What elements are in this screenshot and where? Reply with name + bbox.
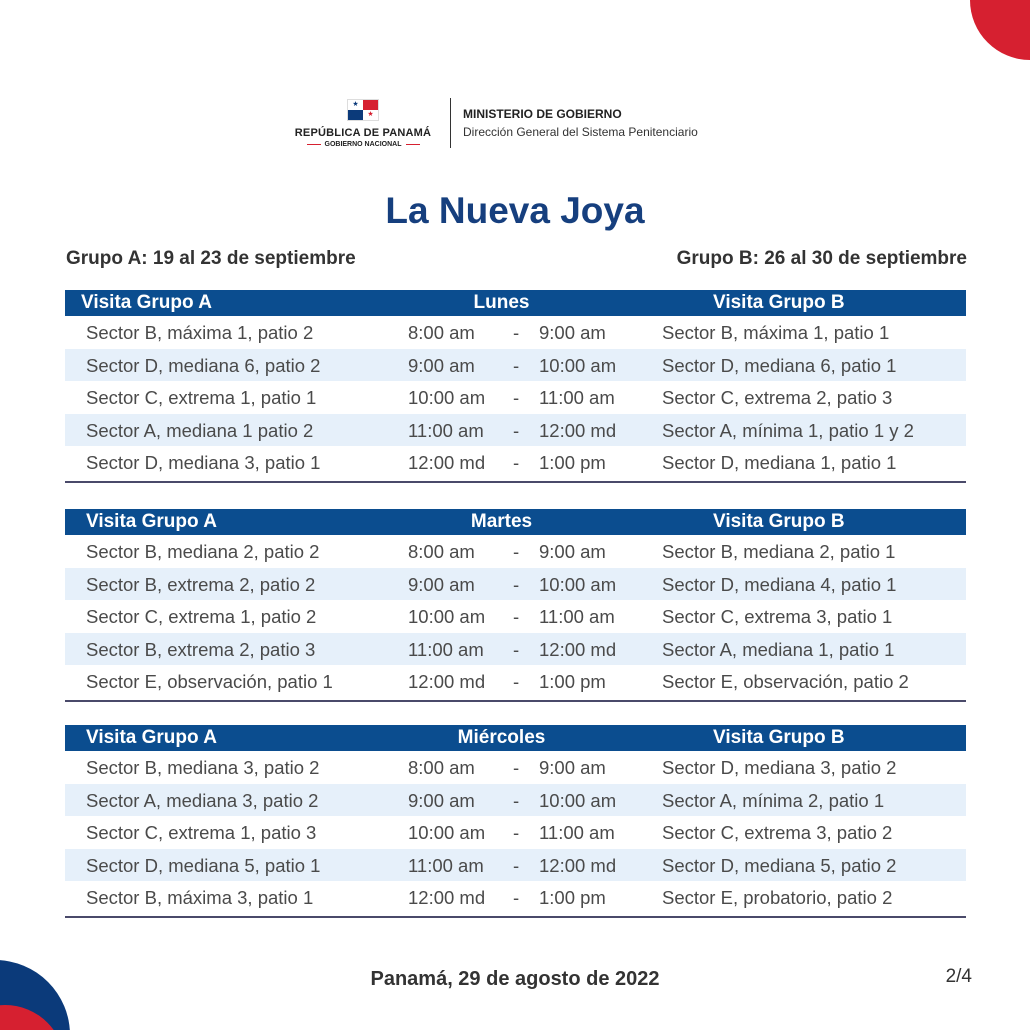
ministry-subtitle: Dirección General del Sistema Penitenciario <box>463 125 698 139</box>
corner-decoration-bottom-left <box>0 955 75 1030</box>
header-day: Miércoles <box>457 727 546 748</box>
time-from: 12:00 md <box>408 452 486 474</box>
time-to: 1:00 pm <box>539 452 606 474</box>
table-row <box>65 816 966 849</box>
grupo-a-dates: Grupo A: 19 al 23 de septiembre <box>66 248 356 269</box>
table-header <box>65 725 966 751</box>
grupo-b-sector: Sector A, mediana 1, patio 1 <box>662 638 895 660</box>
time-from: 11:00 am <box>408 638 484 660</box>
header-grupo-b: Visita Grupo B <box>713 511 845 532</box>
time-from: 9:00 am <box>408 789 475 811</box>
header-grupo-a: Visita Grupo A <box>81 292 212 313</box>
table-row <box>65 316 966 349</box>
government-logo <box>288 99 438 148</box>
grupo-a-sector: Sector C, extrema 1, patio 1 <box>86 387 317 409</box>
grupo-a-sector: Sector C, extrema 1, patio 2 <box>86 606 317 628</box>
grupo-a-sector: Sector B, extrema 2, patio 3 <box>86 638 316 660</box>
time-to: 10:00 am <box>539 354 617 376</box>
grupo-b-sector: Sector C, extrema 3, patio 2 <box>662 822 893 844</box>
time-to: 12:00 md <box>539 419 617 441</box>
grupo-b-sector: Sector E, probatorio, patio 2 <box>662 887 893 909</box>
table-row <box>65 568 966 601</box>
grupo-b-sector: Sector C, extrema 2, patio 3 <box>662 387 893 409</box>
schedule-table <box>65 290 966 483</box>
time-from: 10:00 am <box>408 387 486 409</box>
grupo-a-sector: Sector C, extrema 1, patio 3 <box>86 822 317 844</box>
table-row <box>65 849 966 882</box>
time-from: 8:00 am <box>408 322 475 343</box>
table-row <box>65 881 966 914</box>
time-dash: - <box>513 541 520 562</box>
grupo-a-sector: Sector B, máxima 3, patio 1 <box>86 887 314 909</box>
time-to: 1:00 pm <box>539 887 606 909</box>
grupo-a-sector: Sector D, mediana 3, patio 1 <box>86 452 321 474</box>
table-header <box>65 290 966 316</box>
time-dash: - <box>513 354 520 376</box>
time-from: 12:00 md <box>408 671 486 693</box>
time-dash: - <box>513 387 520 409</box>
grupo-a-sector: Sector A, mediana 1 patio 2 <box>86 419 314 441</box>
time-to: 12:00 md <box>539 638 617 660</box>
table-row <box>65 535 966 568</box>
time-from: 8:00 am <box>408 757 475 778</box>
grupo-b-sector: Sector A, mínima 2, patio 1 <box>662 789 885 811</box>
grupo-a-sector: Sector A, mediana 3, patio 2 <box>86 789 319 811</box>
time-to: 11:00 am <box>539 387 615 409</box>
grupo-a-sector: Sector D, mediana 6, patio 2 <box>86 354 321 376</box>
table-row <box>65 414 966 447</box>
time-to: 9:00 am <box>539 757 606 778</box>
table-row <box>65 446 966 479</box>
page-number: 2/4 <box>945 966 972 987</box>
grupo-b-sector: Sector A, mínima 1, patio 1 y 2 <box>662 419 914 441</box>
grupo-a-sector: Sector D, mediana 5, patio 1 <box>86 854 321 876</box>
time-to: 9:00 am <box>539 541 606 562</box>
schedule-table <box>65 509 966 702</box>
grupo-b-sector: Sector D, mediana 3, patio 2 <box>662 757 897 778</box>
grupo-a-sector: Sector B, máxima 1, patio 2 <box>86 322 314 343</box>
time-dash: - <box>513 757 520 778</box>
time-from: 11:00 am <box>408 854 484 876</box>
table-bottom-rule <box>65 700 966 702</box>
time-from: 9:00 am <box>408 354 475 376</box>
time-from: 12:00 md <box>408 887 486 909</box>
table-bottom-rule <box>65 916 966 918</box>
corner-decoration-top-right <box>960 0 1030 70</box>
grupo-a-sector: Sector E, observación, patio 1 <box>86 671 333 693</box>
grupo-a-sector: Sector B, extrema 2, patio 2 <box>86 573 316 595</box>
grupo-b-sector: Sector D, mediana 5, patio 2 <box>662 854 897 876</box>
grupo-b-sector: Sector C, extrema 3, patio 1 <box>662 606 893 628</box>
time-to: 11:00 am <box>539 822 615 844</box>
time-to: 10:00 am <box>539 573 617 595</box>
table-row <box>65 665 966 698</box>
grupo-b-dates: Grupo B: 26 al 30 de septiembre <box>676 248 967 269</box>
time-from: 10:00 am <box>408 822 486 844</box>
time-dash: - <box>513 452 520 474</box>
table-row <box>65 751 966 784</box>
grupo-b-sector: Sector E, observación, patio 2 <box>662 671 909 693</box>
ministry-block <box>463 107 698 139</box>
grupo-a-sector: Sector B, mediana 3, patio 2 <box>86 757 320 778</box>
time-dash: - <box>513 638 520 660</box>
time-dash: - <box>513 789 520 811</box>
time-to: 12:00 md <box>539 854 617 876</box>
time-dash: - <box>513 822 520 844</box>
table-bottom-rule <box>65 481 966 483</box>
table-row <box>65 600 966 633</box>
time-dash: - <box>513 419 520 441</box>
header-day: Lunes <box>473 292 530 313</box>
footer-date: Panamá, 29 de agosto de 2022 <box>370 968 660 990</box>
grupo-b-sector: Sector D, mediana 1, patio 1 <box>662 452 897 474</box>
header-divider <box>450 98 451 148</box>
time-from: 11:00 am <box>408 419 484 441</box>
header-day: Martes <box>470 511 533 532</box>
table-row <box>65 784 966 817</box>
time-dash: - <box>513 573 520 595</box>
panama-flag-icon: ★ ★ <box>347 99 379 121</box>
time-from: 8:00 am <box>408 541 475 562</box>
time-dash: - <box>513 854 520 876</box>
time-dash: - <box>513 671 520 693</box>
table-row <box>65 633 966 666</box>
time-dash: - <box>513 322 520 343</box>
time-dash: - <box>513 606 520 628</box>
time-to: 10:00 am <box>539 789 617 811</box>
time-to: 1:00 pm <box>539 671 606 693</box>
grupo-b-sector: Sector B, mediana 2, patio 1 <box>662 541 896 562</box>
institution-header <box>288 98 698 148</box>
time-dash: - <box>513 887 520 909</box>
time-from: 9:00 am <box>408 573 475 595</box>
government-subtitle: GOBIERNO NACIONAL <box>324 140 402 148</box>
time-to: 11:00 am <box>539 606 615 628</box>
page-title: La Nueva Joya <box>385 190 645 231</box>
grupo-b-sector: Sector D, mediana 6, patio 1 <box>662 354 897 376</box>
header-grupo-b: Visita Grupo B <box>713 727 845 748</box>
grupo-b-sector: Sector B, máxima 1, patio 1 <box>662 322 890 343</box>
header-grupo-a: Visita Grupo A <box>86 727 217 748</box>
schedule-table <box>65 725 966 918</box>
table-header <box>65 509 966 535</box>
table-row <box>65 349 966 382</box>
grupo-a-sector: Sector B, mediana 2, patio 2 <box>86 541 320 562</box>
header-grupo-a: Visita Grupo A <box>86 511 217 532</box>
government-name: REPÚBLICA DE PANAMÁ <box>294 126 432 139</box>
ministry-title: MINISTERIO DE GOBIERNO <box>463 107 622 121</box>
grupo-b-sector: Sector D, mediana 4, patio 1 <box>662 573 897 595</box>
time-to: 9:00 am <box>539 322 606 343</box>
header-grupo-b: Visita Grupo B <box>713 292 845 313</box>
time-from: 10:00 am <box>408 606 486 628</box>
table-row <box>65 381 966 414</box>
